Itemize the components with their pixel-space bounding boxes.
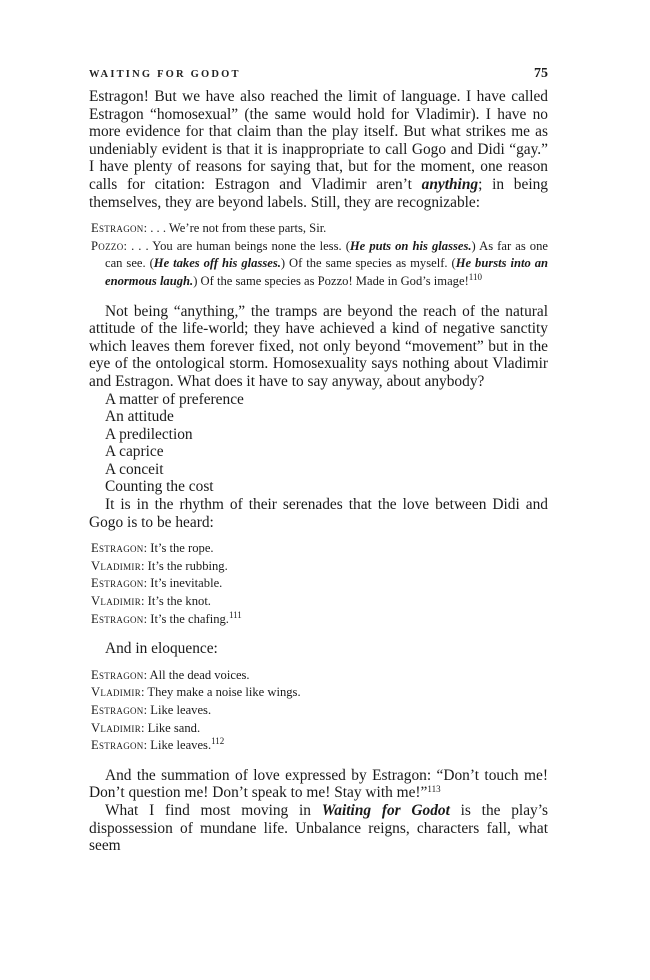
paragraph-2: Not being “anything,” the tramps are beyond the reach of the natural attitude of the life-world; they have achieved a kind of negative sanctity which leaves them forever fixed, not only beyond “movement” but in the eye of the ontological storm. Homosexuality says nothing about Vladimir and Estragon. What does it have to say anyway, about anybody? bbox=[89, 302, 548, 390]
dialogue-text: : All the dead voices. bbox=[143, 667, 250, 682]
speaker-name: Vladimir bbox=[91, 558, 141, 573]
paragraph-5-text-a: What I find most moving in bbox=[105, 801, 322, 819]
speaker-name: Estragon bbox=[91, 541, 144, 556]
page-header bbox=[89, 66, 548, 88]
dialogue-line bbox=[91, 558, 548, 576]
speaker-name: Vladimir bbox=[91, 685, 141, 700]
footnote-marker: 112 bbox=[211, 736, 225, 747]
dialogue-text: : It’s the chafing. bbox=[143, 611, 229, 626]
dialogue-text: : It’s the knot. bbox=[141, 594, 211, 609]
dialogue-line bbox=[91, 667, 548, 685]
block-quote-1 bbox=[89, 220, 548, 290]
quote-text: : . . . We’re not from these parts, Sir. bbox=[143, 221, 327, 236]
dialogue-line bbox=[91, 737, 548, 755]
stage-direction: He takes off his glasses. bbox=[153, 256, 281, 271]
verse-line: A predilection bbox=[105, 425, 193, 443]
footnote-marker: 110 bbox=[468, 271, 482, 282]
dialogue-line bbox=[91, 684, 548, 702]
quote-text: ) Of the same species as Pozzo! Made in God’s image! bbox=[193, 273, 469, 288]
paragraph-4-text: And the summation of love expressed by Estragon: “Don’t touch me! Don’t question me! Don’t speak to me! Stay with me!” bbox=[89, 766, 548, 802]
dialogue-line bbox=[91, 611, 548, 629]
dialogue-line bbox=[91, 593, 548, 611]
quote-text: : . . . You are human beings none the less. ( bbox=[123, 238, 350, 253]
quote-line-estragon bbox=[91, 220, 548, 238]
speaker-name: Vladimir bbox=[91, 594, 141, 609]
verse-line: An attitude bbox=[105, 408, 174, 426]
dialogue-text: : Like leaves. bbox=[143, 738, 212, 753]
page-number: 75 bbox=[534, 66, 548, 81]
paragraph-1-text-b: ; in being themselves, they are beyond labels. Still, they are recognizable: bbox=[89, 175, 549, 211]
paragraph-1 bbox=[89, 88, 548, 211]
dialogue-line bbox=[91, 702, 548, 720]
paragraph-4 bbox=[89, 767, 548, 802]
speaker-name: Estragon bbox=[91, 738, 144, 753]
paragraph-3: It is in the rhythm of their serenades that the love between Didi and Gogo is to be heard: bbox=[89, 496, 548, 531]
verse-line: A caprice bbox=[105, 443, 164, 461]
dialogue-line bbox=[91, 720, 548, 738]
speaker-name: Vladimir bbox=[91, 720, 141, 735]
dialogue-block-2 bbox=[89, 667, 548, 755]
speaker-name: Estragon bbox=[91, 611, 144, 626]
paragraph-1-text-a: Estragon! But we have also reached the limit of language. I have called Estragon “homosexual” (the same would hold for Vladimir). I have no more evidence for that claim than the play itself. But what strikes me as undeniably evident is that it is inappropriate to call Gogo and Didi “gay.” I have plenty of reasons for saying that, but for the moment, one reason calls for citation: Estragon and Vladimir aren’t bbox=[89, 88, 548, 193]
quote-text: ) Of the same species as myself. ( bbox=[280, 256, 456, 271]
verse-line: A matter of preference bbox=[105, 390, 244, 408]
footnote-marker: 113 bbox=[427, 784, 441, 795]
book-title: Waiting for Godot bbox=[321, 801, 450, 819]
running-head: WAITING FOR GODOT bbox=[89, 69, 241, 80]
dialogue-block-1 bbox=[89, 540, 548, 628]
dialogue-text: : They make a noise like wings. bbox=[141, 685, 301, 700]
quote-text: ) As far as one can see. ( bbox=[105, 238, 548, 271]
speaker-name: Estragon bbox=[91, 703, 144, 717]
paragraph-5-text-b: is the play’s dispossession of mundane life. Unbalance reigns, characters fall, what seem bbox=[89, 801, 549, 855]
dialogue-line bbox=[91, 540, 548, 558]
speaker-name: Estragon bbox=[91, 576, 144, 591]
quote-line-pozzo bbox=[91, 238, 548, 291]
speaker-name: Estragon bbox=[91, 221, 144, 236]
verse-line: A conceit bbox=[105, 460, 164, 478]
stage-direction: He bursts into an enormous laugh. bbox=[105, 256, 549, 288]
speaker-name: Pozzo bbox=[91, 238, 124, 253]
paragraph-1-emphasis: anything bbox=[421, 175, 479, 193]
verse-list bbox=[89, 391, 548, 497]
eloquence-line: And in eloquence: bbox=[105, 640, 218, 658]
dialogue-line bbox=[91, 575, 548, 593]
verse-line: Counting the cost bbox=[105, 478, 214, 496]
footnote-marker: 111 bbox=[228, 609, 242, 620]
dialogue-text: : It’s the rubbing. bbox=[141, 558, 228, 573]
stage-direction: He puts on his glasses. bbox=[349, 238, 472, 253]
dialogue-text: : Like leaves. bbox=[143, 703, 212, 717]
dialogue-text: : Like sand. bbox=[141, 720, 201, 735]
speaker-name: Estragon bbox=[91, 667, 144, 682]
dialogue-text: : It’s the rope. bbox=[143, 541, 214, 556]
paragraph-5 bbox=[89, 802, 548, 855]
book-page bbox=[89, 66, 548, 855]
dialogue-text: : It’s inevitable. bbox=[143, 576, 223, 591]
